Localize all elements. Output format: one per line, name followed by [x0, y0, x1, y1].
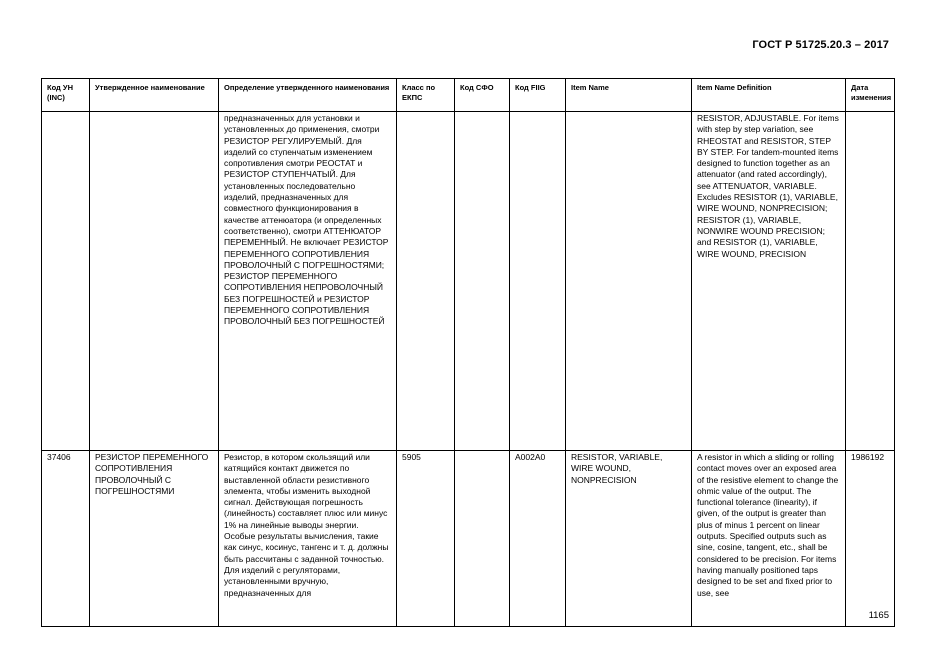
col-header-item-name: Item Name — [566, 79, 692, 112]
cell-change-date — [846, 112, 895, 451]
cell-item-name-definition: RESISTOR, ADJUSTABLE. For items with step by step variation, see RHEOSTAT and RESISTOR, STEP BY STEP. For tandem-mounted items designed to function together as an attenuator (and rated accordingly), see ATTENUATOR, VARIABLE. Excludes RESISTOR (1), VARIABLE, WIRE WOUND, NONPRECISION; RESISTOR (1), VARIABLE, NONWIRE WOUND PRECISION; and RESISTOR (1), VARIABLE, WIRE WOUND, PRECISION — [692, 112, 846, 451]
cell-change-date: 1986192 — [846, 451, 895, 627]
cell-inc — [42, 112, 90, 451]
table-header-row — [42, 79, 895, 112]
table-row — [42, 112, 895, 451]
cell-inc: 37406 — [42, 451, 90, 627]
cell-fiig-code — [510, 112, 566, 451]
col-header-ekps-class: Класс по ЕКПС — [397, 79, 455, 112]
standard-designation: ГОСТ Р 51725.20.3 – 2017 — [752, 39, 889, 51]
table-row — [42, 451, 895, 627]
col-header-item-name-definition: Item Name Definition — [692, 79, 846, 112]
cell-fiig-code: A002A0 — [510, 451, 566, 627]
cell-item-name: RESISTOR, VARIABLE, WIRE WOUND, NONPRECISION — [566, 451, 692, 627]
col-header-change-date: Дата изменения — [846, 79, 895, 112]
cell-ekps-class — [397, 112, 455, 451]
cell-ekps-class: 5905 — [397, 451, 455, 627]
cell-sfo-code — [455, 112, 510, 451]
col-header-fiig-code: Код FIIG — [510, 79, 566, 112]
cell-approved-name: РЕЗИСТОР ПЕРЕМЕННОГО СОПРОТИВЛЕНИЯ ПРОВОЛОЧНЫЙ С ПОГРЕШНОСТЯМИ — [90, 451, 219, 627]
cell-approved-name — [90, 112, 219, 451]
cell-item-name-definition: A resistor in which a sliding or rolling contact moves over an exposed area of the resistive element to change the ohmic value of the output. The functional tolerance (linearity), if given, of the output is greater than plus of minus 1 percent on linear outputs. Specified outputs such as sine, cosine, tangent, etc., shall be considered to be precision. For items having manually positioned taps designed to be set and fixed prior to use, see — [692, 451, 846, 627]
page-number: 1165 — [868, 610, 889, 621]
col-header-sfo-code: Код СФО — [455, 79, 510, 112]
col-header-definition: Определение утвержденного наименования — [219, 79, 397, 112]
item-name-table — [41, 78, 895, 627]
col-header-approved-name: Утвержденное наименование — [90, 79, 219, 112]
cell-sfo-code — [455, 451, 510, 627]
cell-definition: Резистор, в котором скользящий или катящийся контакт движется по выставленной области резистивного элемента, чтобы изменить выходной сигнал. Действующая погрешность (линейность) составляет плюс или минус 1% на линейные выводы энергии. Особые результаты вычисления, такие как синус, косинус, тангенс и т. д. должны быть рассчитаны с заданной точностью. Для изделий с регуляторами, установленными вручную, предназначенных для — [219, 451, 397, 627]
cell-definition: предназначенных для установки и установленных до применения, смотри РЕЗИСТОР РЕГУЛИРУЕМЫЙ. Для изделий со ступенчатым изменением сопротивления смотри РЕОСТАТ и РЕЗИСТОР СТУПЕНЧАТЫЙ. Для установленных последовательно изделий, предназначенных для совместного функционирования в качестве аттенюатора (и определенных соответственно), смотри АТТЕНЮАТОР ПЕРЕМЕННЫЙ. Не включает РЕЗИСТОР ПЕРЕМЕННОГО СОПРОТИВЛЕНИЯ ПРОВОЛОЧНЫЙ С ПОГРЕШНОСТЯМИ; РЕЗИСТОР ПЕРЕМЕННОГО СОПРОТИВЛЕНИЯ НЕПРОВОЛОЧНЫЙ БЕЗ ПОГРЕШНОСТЕЙ и РЕЗИСТОР ПЕРЕМЕННОГО СОПРОТИВЛЕНИЯ ПРОВОЛОЧНЫЙ БЕЗ ПОГРЕШНОСТЕЙ — [219, 112, 397, 451]
cell-item-name — [566, 112, 692, 451]
col-header-inc: Код УН (INC) — [42, 79, 90, 112]
